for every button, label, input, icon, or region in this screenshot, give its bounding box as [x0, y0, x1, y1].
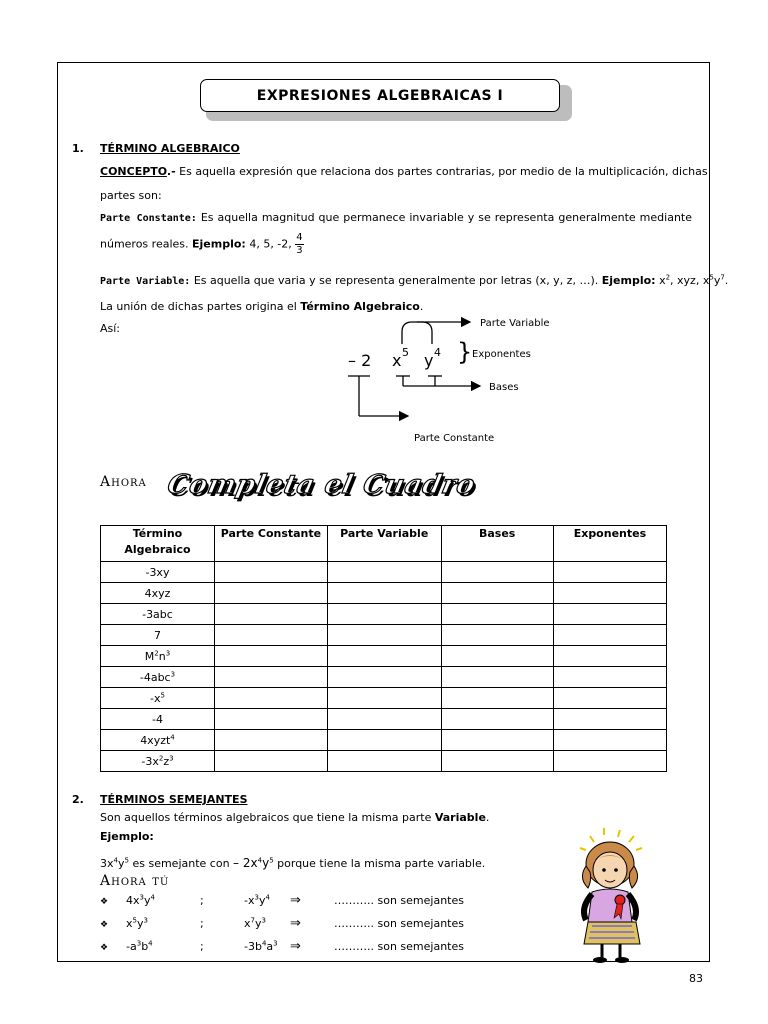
bases-cell[interactable]: [441, 583, 553, 604]
term-diagram: [330, 310, 590, 450]
parte-constante-text: Es aquella magnitud que permanece invariable y se representa generalmente mediante: [200, 211, 692, 224]
frac-numerator: 4: [296, 232, 303, 243]
term-text: y: [143, 894, 151, 907]
bases-cell[interactable]: [441, 730, 553, 751]
table-row: [101, 646, 667, 667]
table-row: [101, 730, 667, 751]
exponentes-cell[interactable]: [553, 730, 666, 751]
pv-ex-1: x: [659, 274, 666, 287]
parte-variable-label: Parte Variable:: [100, 276, 191, 287]
concepto-text: Es aquella expresión que relaciona dos partes contrarias, por medio de la multiplicación, dichas: [179, 165, 708, 178]
label-bases: Bases: [489, 382, 519, 393]
header-bases: Bases: [441, 526, 553, 562]
parte-variable-cell[interactable]: [327, 667, 441, 688]
table-row: [101, 625, 667, 646]
exponentes-cell[interactable]: [553, 625, 666, 646]
left-term: [126, 894, 200, 907]
parte-constante-cell[interactable]: [214, 667, 327, 688]
ex-b2: y: [262, 856, 270, 870]
table-row: [101, 751, 667, 772]
bullet-icon: ❖: [100, 943, 109, 953]
exponentes-cell[interactable]: [553, 709, 666, 730]
union-text: La unión de dichas partes origina el: [100, 300, 297, 313]
parte-variable-cell[interactable]: [327, 688, 441, 709]
term-text: 4x: [126, 894, 140, 907]
exponentes-cell[interactable]: [553, 562, 666, 583]
right-shoe: [615, 957, 629, 963]
parte-constante-cell[interactable]: [214, 583, 327, 604]
pv-ex-2: , xyz, x: [670, 274, 710, 287]
termino-cell: [101, 688, 215, 709]
ex-mid: es semejante con: [132, 857, 230, 870]
term-exponent: 3: [139, 893, 144, 902]
fraction-four-thirds: [295, 232, 303, 257]
section2-heading: TÉRMINOS SEMEJANTES: [100, 793, 248, 806]
ahora-label: Ahora: [100, 474, 147, 490]
bases-cell[interactable]: [441, 625, 553, 646]
exponentes-cell[interactable]: [553, 604, 666, 625]
parte-variable-cell[interactable]: [327, 709, 441, 730]
exponentes-cell[interactable]: [553, 751, 666, 772]
implies-icon: ⇒: [290, 916, 301, 931]
parte-variable-paragraph: [100, 274, 728, 287]
bullet-icon: ❖: [100, 920, 109, 930]
page-title: EXPRESIONES ALGEBRAICAS I: [200, 79, 560, 112]
label-exponentes: Exponentes: [472, 349, 531, 360]
term-text: x: [244, 917, 251, 930]
term-text: -a: [126, 940, 137, 953]
termino-cell: [101, 667, 215, 688]
exercise-item: [100, 916, 464, 931]
right-term: [244, 917, 290, 930]
exponentes-cell[interactable]: [553, 688, 666, 709]
semejantes-definition: [100, 811, 489, 824]
term-exponent: 3: [273, 939, 278, 948]
term-exponent: 3: [143, 916, 148, 925]
parte-constante-cell[interactable]: [214, 646, 327, 667]
term-text: a: [266, 940, 274, 953]
implies-icon: ⇒: [290, 893, 301, 908]
ex-end: porque tiene la misma parte variable.: [277, 857, 486, 870]
term-text: 4xyzt: [140, 733, 171, 747]
ex-a-e2: 5: [124, 856, 129, 865]
section1-heading: TÉRMINO ALGEBRAICO: [100, 142, 240, 155]
concepto-line2: partes son:: [100, 189, 162, 202]
term-exponent: 5: [160, 690, 165, 699]
parte-constante-cell[interactable]: [214, 709, 327, 730]
term-text: -3abc: [142, 607, 173, 621]
header-termino: Término Algebraico: [101, 526, 215, 562]
right-term: [244, 894, 290, 907]
parte-variable-cell[interactable]: [327, 730, 441, 751]
answer-blank: ……….. son semejantes: [334, 940, 464, 953]
pv-ex-2-exp: 5: [709, 273, 714, 282]
term-text: x: [126, 917, 133, 930]
diagram-base1: x: [392, 351, 402, 370]
diagram-base2: y: [424, 351, 434, 370]
term-text: y: [258, 894, 266, 907]
ex-b-e1: 4: [257, 856, 263, 865]
left-eye: [602, 868, 606, 872]
pc-example-values: 4, 5, -2,: [249, 237, 292, 251]
term-exponent: 4: [148, 939, 153, 948]
bases-cell[interactable]: [441, 562, 553, 583]
concepto-label: CONCEPTO: [100, 165, 167, 178]
frac-denominator: 3: [296, 245, 303, 256]
parte-constante-cell[interactable]: [214, 751, 327, 772]
implies-icon: ⇒: [290, 939, 301, 954]
parte-constante-cell[interactable]: [214, 604, 327, 625]
table-row: [101, 688, 667, 709]
right-eye: [614, 868, 618, 872]
term-exponent: 7: [250, 916, 255, 925]
parte-constante-label: Parte Constante:: [100, 213, 197, 224]
variable-bracket: [402, 322, 432, 344]
termino-cell: [101, 604, 215, 625]
table-header-row: [101, 526, 667, 562]
def-end: .: [485, 811, 490, 824]
term-text: -3xy: [145, 565, 170, 579]
termino-cell: [101, 709, 215, 730]
term-text: M: [144, 649, 155, 663]
pv-ejemplo-label: Ejemplo:: [601, 274, 656, 287]
exponentes-cell[interactable]: [553, 667, 666, 688]
left-term: [126, 940, 200, 953]
header-exponentes: Exponentes: [553, 526, 666, 562]
table-row: [101, 709, 667, 730]
concepto-suffix: .-: [166, 165, 176, 178]
pc-line2-text: números reales.: [100, 237, 189, 251]
page-number: 83: [689, 972, 703, 985]
face: [593, 852, 627, 888]
pv-ex-3: y: [713, 274, 721, 287]
table-row: [101, 667, 667, 688]
term-text: -x: [150, 691, 161, 705]
termino-cell: [101, 625, 215, 646]
def-bold: Variable: [434, 811, 486, 824]
header-parte-variable: Parte Variable: [327, 526, 441, 562]
parte-variable-cell[interactable]: [327, 562, 441, 583]
semejantes-example: [100, 856, 485, 870]
term-exponent: 3: [136, 939, 142, 948]
pv-ex-3-exp: 7: [720, 273, 725, 282]
exponentes-cell[interactable]: [553, 583, 666, 604]
exponent-brace: }: [457, 338, 473, 366]
left-term: [126, 917, 200, 930]
term-exponent: 3: [261, 916, 266, 925]
parte-variable-cell[interactable]: [327, 751, 441, 772]
bases-cell[interactable]: [441, 604, 553, 625]
parte-constante-cell[interactable]: [214, 625, 327, 646]
term-text: -x: [244, 894, 255, 907]
termino-cell: [101, 730, 215, 751]
label-parte-constante: Parte Constante: [414, 433, 495, 444]
diagram-exp1: 5: [402, 346, 409, 359]
term-text: -4: [151, 712, 163, 726]
header-parte-constante: Parte Constante: [214, 526, 327, 562]
ex-a2: y: [117, 857, 125, 870]
term-exponent: 4: [265, 893, 270, 902]
term-exponent: 3: [169, 753, 174, 762]
pv-ex-end: .: [724, 274, 729, 287]
parte-constante-cell[interactable]: [214, 688, 327, 709]
bases-cell[interactable]: [441, 688, 553, 709]
term-text: -4abc: [139, 670, 171, 684]
union-end: .: [419, 300, 424, 313]
ahora-tu-label: Ahora tú: [100, 873, 170, 889]
asi-label: Así:: [100, 322, 121, 335]
bases-cell[interactable]: [441, 751, 553, 772]
term-exponent: 4: [170, 732, 175, 741]
right-term: [244, 940, 290, 953]
completa-title: Completa el Cuadro: [164, 470, 479, 500]
section2-ejemplo-label: Ejemplo:: [100, 830, 154, 843]
parte-constante-cell[interactable]: [214, 730, 327, 751]
termino-cell: [101, 646, 215, 667]
term-text: y: [136, 917, 144, 930]
parte-constante-paragraph: [100, 211, 692, 224]
ex-a: 3x: [100, 857, 114, 870]
parte-variable-cell[interactable]: [327, 646, 441, 667]
ex-a-e1: 4: [113, 856, 118, 865]
term-exponent: 3: [165, 648, 171, 657]
term-text: -3x: [141, 754, 159, 768]
bases-cell[interactable]: [441, 646, 553, 667]
term-text: n: [158, 649, 166, 663]
term-text: 4xyz: [144, 586, 171, 600]
concepto-paragraph: [100, 165, 708, 178]
term-text: b: [141, 940, 149, 953]
table-row: [101, 562, 667, 583]
term-exponent: 5: [132, 916, 137, 925]
shirt: [588, 889, 632, 922]
bases-cell[interactable]: [441, 667, 553, 688]
parte-constante-cell[interactable]: [214, 562, 327, 583]
girl-illustration: [572, 826, 652, 966]
term-exponent: 3: [254, 893, 259, 902]
ex-b-e2: 5: [269, 856, 274, 865]
answer-blank: ……….. son semejantes: [334, 917, 464, 930]
bullet-icon: ❖: [100, 897, 109, 907]
label-parte-variable: Parte Variable: [480, 318, 550, 329]
term-exponent: 3: [170, 669, 176, 678]
termino-cell: [101, 562, 215, 583]
diagram-coef: – 2: [348, 351, 372, 370]
cuadro-table: [100, 525, 667, 772]
pv-ex-1-exp: 2: [665, 273, 671, 282]
parte-variable-cell[interactable]: [327, 625, 441, 646]
diagram-exp2: 4: [434, 346, 441, 359]
table-row: [101, 583, 667, 604]
term-text: z: [163, 754, 170, 768]
separator: ;: [200, 894, 204, 907]
term-exponent: 4: [150, 893, 155, 902]
termino-cell: [101, 751, 215, 772]
ex-b: – 2x: [233, 856, 258, 870]
separator: ;: [200, 917, 204, 930]
exercise-item: [100, 893, 464, 908]
section1-number: 1.: [72, 142, 84, 155]
exponentes-cell[interactable]: [553, 646, 666, 667]
term-text: 7: [153, 628, 161, 642]
parte-constante-line2: [100, 232, 304, 257]
term-text: -3b: [244, 940, 262, 953]
exercise-item: [100, 939, 464, 954]
term-exponent: 2: [158, 753, 164, 762]
parte-variable-text: Es aquella que varia y se representa generalmente por letras (x, y, z, …).: [193, 274, 599, 287]
section2-number: 2.: [72, 793, 84, 806]
table-row: [101, 604, 667, 625]
parte-variable-cell[interactable]: [327, 583, 441, 604]
term-text: y: [254, 917, 262, 930]
parte-variable-cell[interactable]: [327, 604, 441, 625]
term-exponent: 4: [261, 939, 267, 948]
termino-cell: [101, 583, 215, 604]
left-shoe: [593, 957, 607, 963]
bases-cell[interactable]: [441, 709, 553, 730]
pc-ejemplo-label: Ejemplo:: [192, 237, 246, 251]
answer-blank: ……….. son semejantes: [334, 894, 464, 907]
def-text: Son aquellos términos algebraicos que tiene la misma parte: [100, 811, 432, 824]
rosette: [615, 895, 625, 905]
union-bold: Término Algebraico: [300, 300, 420, 313]
term-exponent: 2: [154, 648, 159, 657]
separator: ;: [200, 940, 204, 953]
